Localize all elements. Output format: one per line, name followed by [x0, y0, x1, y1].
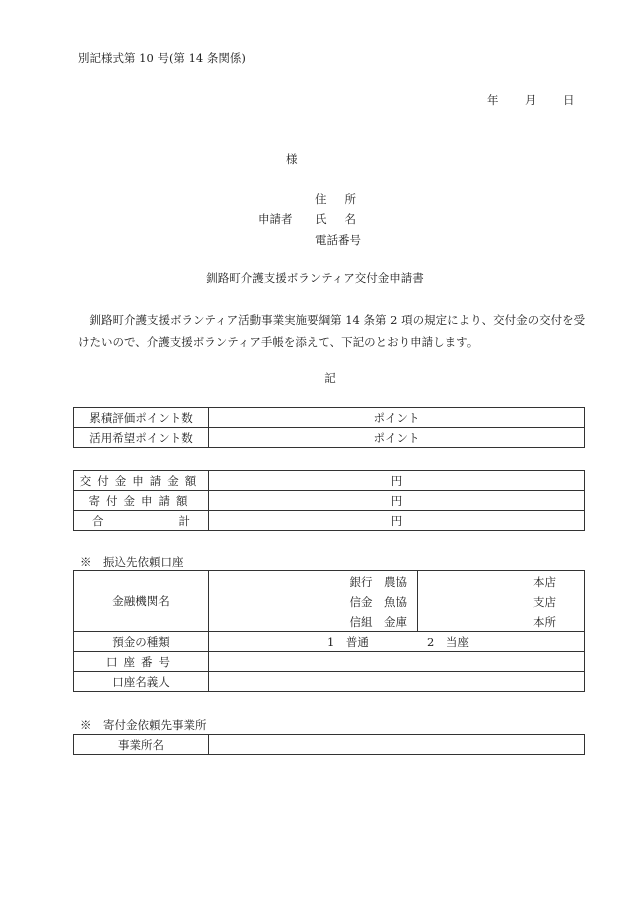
ki-marker: 記	[324, 371, 336, 385]
date-day-label: 日	[563, 93, 575, 107]
total-label-right: 計	[178, 513, 190, 528]
institution-type-1: 銀行 農協	[349, 575, 407, 589]
total-label	[74, 511, 209, 531]
branch-type-1: 本店	[533, 575, 556, 589]
office-name-field[interactable]	[209, 735, 585, 755]
applicant-label: 申請者	[258, 212, 293, 226]
institution-type-2: 信金 魚協	[349, 595, 407, 609]
table-row	[74, 735, 585, 755]
cumulative-points-field[interactable]	[209, 408, 585, 428]
account-number-label: 口座番号	[74, 652, 209, 672]
table-row	[74, 652, 585, 672]
bank-account-note: ※ 振込先依頼口座	[80, 555, 184, 569]
form-number: 別記様式第 10 号(第 14 条関係)	[78, 51, 246, 65]
body-text: 釧路町介護支援ボランティア活動事業実施要綱第 14 条第 2 項の規定により、交付金の交付を受けたいので、介護支援ボランティア手帳を添えて、下記のとおり申請します。	[78, 313, 586, 349]
total-label-left: 合	[92, 513, 104, 528]
document-title: 釧路町介護支援ボランティア交付金申請書	[206, 271, 424, 285]
institution-label: 金融機関名	[74, 571, 209, 632]
donation-amount-field[interactable]	[209, 491, 585, 511]
yen-unit: 円	[390, 473, 403, 488]
points-unit: ポイント	[373, 430, 420, 445]
total-amount-field[interactable]	[209, 511, 585, 531]
institution-type-3: 信組 金庫	[349, 615, 407, 629]
institution-type-field[interactable]	[209, 571, 418, 632]
cumulative-points-label: 累積評価ポイント数	[74, 408, 209, 428]
donation-office-note: ※ 寄付金依頼先事業所	[80, 718, 207, 732]
table-row	[74, 511, 585, 531]
office-name-label: 事業所名	[74, 735, 209, 755]
points-table	[73, 407, 585, 448]
table-row	[74, 672, 585, 692]
desired-points-label: 活用希望ポイント数	[74, 428, 209, 448]
yen-unit: 円	[390, 513, 403, 528]
table-row	[74, 632, 585, 652]
phone-label: 電話番号	[315, 233, 361, 247]
date-month-label: 月	[525, 93, 537, 107]
table-row	[74, 471, 585, 491]
deposit-option-ordinary[interactable]: 1 普通	[327, 634, 369, 649]
branch-type-3: 本所	[533, 615, 556, 629]
deposit-type-field[interactable]	[209, 632, 585, 652]
yen-unit: 円	[390, 493, 403, 508]
name-label: 氏名	[315, 212, 374, 226]
table-row	[74, 571, 585, 632]
donation-office-table	[73, 734, 585, 755]
points-unit: ポイント	[373, 410, 420, 425]
deposit-option-checking[interactable]: 2 当座	[427, 634, 469, 649]
account-holder-field[interactable]	[209, 672, 585, 692]
bank-table	[73, 570, 585, 692]
table-row	[74, 491, 585, 511]
table-row	[74, 428, 585, 448]
addressee-suffix: 様	[286, 152, 298, 166]
deposit-type-label: 預金の種類	[74, 632, 209, 652]
address-label: 住所	[315, 192, 374, 206]
table-row	[74, 408, 585, 428]
branch-type-2: 支店	[533, 595, 556, 609]
account-holder-label: 口座名義人	[74, 672, 209, 692]
desired-points-field[interactable]	[209, 428, 585, 448]
account-number-field[interactable]	[209, 652, 585, 672]
donation-amount-label: 寄付金申請額	[74, 491, 209, 511]
amount-table	[73, 470, 585, 531]
grant-amount-label: 交付金申請金額	[74, 471, 209, 491]
grant-amount-field[interactable]	[209, 471, 585, 491]
date-year-label: 年	[487, 93, 499, 107]
branch-field[interactable]	[418, 571, 585, 632]
